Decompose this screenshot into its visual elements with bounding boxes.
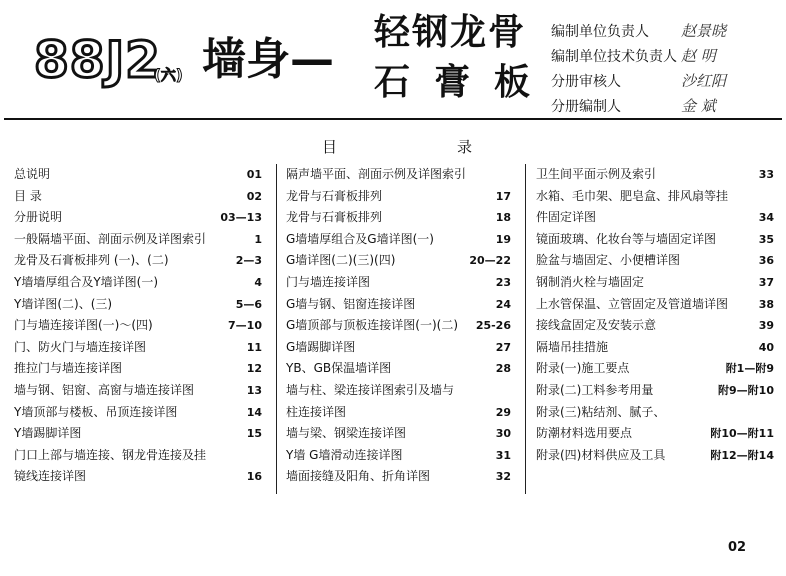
toc-entry-page: 17: [495, 189, 511, 203]
toc-entry[interactable]: [536, 272, 774, 294]
toc-entry-title: 推拉门与墙连接详图: [14, 361, 123, 376]
toc-entry-title: 龙骨与石膏板排列: [286, 210, 383, 225]
volume-subtitle-line2: 石膏板: [374, 62, 555, 103]
column-divider: [276, 164, 277, 494]
toc-entry[interactable]: [536, 380, 774, 402]
responsibility-label: 编制单位技术负责人: [551, 48, 677, 65]
toc-entry-page: 4: [254, 275, 262, 289]
toc-entry[interactable]: [286, 186, 511, 208]
toc-entry-title: Y墙 G墙滑动连接详图: [286, 447, 403, 462]
toc-entry-title: 隔声墙平面、剖面示例及详图索引: [286, 167, 467, 181]
toc-entry[interactable]: [536, 445, 774, 467]
toc-entry-page: 16: [246, 470, 262, 484]
toc-entry-page: 附1—附9: [725, 362, 774, 376]
toc-entry-title: 附录(四)材料供应及工具: [536, 447, 666, 462]
toc-entry-page: 19: [495, 232, 511, 246]
toc-entry-title: 总说明: [14, 167, 51, 181]
toc-entry[interactable]: [286, 380, 511, 402]
toc-entry-page: 附12—附14: [710, 448, 774, 462]
toc-entry-title: 卫生间平面示例及索引: [536, 167, 657, 181]
toc-entry[interactable]: [286, 445, 511, 467]
signature: 金 斌: [681, 97, 716, 115]
toc-entry-title: 接线盒固定及安装示意: [536, 318, 657, 333]
toc-entry[interactable]: [286, 207, 511, 229]
toc-entry[interactable]: [14, 445, 262, 467]
toc-entry-page: 33: [758, 168, 774, 181]
toc-entry-page: 24: [495, 297, 511, 311]
toc-entry-title: 龙骨与石膏板排列: [286, 188, 383, 203]
toc-heading-char: 录: [456, 138, 472, 156]
toc-entry-title: 墙与柱、梁连接详图索引及墙与: [286, 382, 455, 397]
toc-entry[interactable]: [14, 402, 262, 424]
toc-entry-page: 39: [758, 319, 774, 333]
page-number: 02: [728, 540, 747, 555]
column-divider: [525, 164, 526, 494]
toc-entry-title: 镜线连接详图: [14, 469, 87, 484]
toc-entry-title: 附录(二)工料参考用量: [536, 382, 654, 397]
toc-entry[interactable]: [286, 358, 511, 380]
toc-entry-title: 目 录: [14, 188, 42, 203]
toc-entry-title: 上水管保温、立管固定及管道墙详图: [536, 296, 729, 311]
toc-entry[interactable]: [14, 466, 262, 488]
toc-entry-title: 件固定详图: [536, 210, 597, 225]
header: [6, 6, 780, 116]
signature: 沙红阳: [681, 72, 727, 90]
toc-entry-title: 附录(三)粘结剂、腻子、: [536, 404, 666, 419]
toc-entry-title: Y墙详图(二)、(三): [14, 296, 113, 311]
toc-entry[interactable]: [536, 358, 774, 380]
toc-entry-page: 18: [495, 211, 511, 225]
toc-entry[interactable]: [14, 164, 262, 186]
toc-entry-title: G墙墙厚组合及G墙详图(一): [286, 231, 434, 246]
toc-entry[interactable]: [536, 186, 774, 208]
toc-entry-page: 37: [758, 275, 774, 289]
toc-entry-page: 27: [495, 340, 511, 354]
toc-entry[interactable]: [286, 229, 511, 251]
toc-entry[interactable]: [286, 315, 511, 337]
toc-entry-page: 23: [495, 275, 511, 289]
toc-entry[interactable]: [536, 423, 774, 445]
toc-entry-title: 脸盆与墙固定、小便槽详图: [536, 253, 681, 268]
responsibility-row: [551, 18, 781, 43]
toc-entry-title: G墙顶部与顶板连接详图(一)(二): [286, 318, 459, 333]
responsibility-label: 分册审核人: [551, 73, 621, 90]
toc-entry-page: 25-26: [475, 319, 511, 333]
toc-entry-title: 一般隔墙平面、剖面示例及详图索引: [14, 231, 207, 246]
toc-entry[interactable]: [536, 337, 774, 359]
toc-column-3: [536, 164, 774, 466]
toc-entry-title: 钢制消火栓与墙固定: [536, 274, 645, 289]
toc-entry-title: YB、GB保温墙详图: [286, 361, 392, 376]
responsibility-row: [551, 93, 781, 118]
toc-entry-page: 7—10: [228, 319, 262, 333]
series-code-suffix: (六): [154, 66, 183, 84]
toc-entry-page: 32: [495, 470, 511, 484]
toc-entry[interactable]: [286, 272, 511, 294]
toc-entry-title: 门口上部与墙连接、钢龙骨连接及挂: [14, 447, 207, 462]
toc-entry-page: 31: [495, 448, 511, 462]
toc-entry[interactable]: [14, 358, 262, 380]
toc-entry-title: 墙与梁、钢梁连接详图: [286, 426, 407, 441]
toc-entry[interactable]: [286, 164, 511, 186]
series-code: 88J2: [34, 31, 161, 89]
toc-entry-title: 柱连接详图: [286, 404, 347, 419]
toc-entry-page: 15: [246, 427, 262, 441]
toc-entry-page: 29: [495, 405, 511, 419]
responsibility-label: 编制单位负责人: [551, 23, 649, 40]
toc-entry-page: 2—3: [235, 254, 262, 268]
toc-entry-page: 35: [758, 232, 774, 246]
toc-entry[interactable]: [286, 466, 511, 488]
toc-entry-title: Y墙踢脚详图: [14, 426, 82, 441]
toc-entry-page: 1: [254, 232, 262, 246]
toc-entry-page: 01: [246, 168, 262, 181]
toc-entry[interactable]: [14, 207, 262, 229]
toc-entry-title: 水箱、毛巾架、肥皂盒、排风扇等挂: [536, 188, 729, 203]
toc-entry[interactable]: [536, 229, 774, 251]
toc-entry-title: 分册说明: [14, 210, 63, 225]
toc-entry[interactable]: [536, 250, 774, 272]
toc-entry[interactable]: [536, 315, 774, 337]
toc-entry-page: 附9—附10: [718, 383, 774, 397]
toc-entry-page: 12: [246, 362, 262, 376]
toc-heading: [322, 136, 472, 157]
toc-entry-page: 03—13: [220, 211, 262, 225]
toc-entry-title: 墙面接缝及阳角、折角详图: [286, 469, 431, 484]
toc-entry-title: 门、防火门与墙连接详图: [14, 339, 147, 354]
responsibility-label: 分册编制人: [551, 98, 621, 115]
toc-entry[interactable]: [536, 402, 774, 424]
signature: 赵景晓: [681, 22, 727, 40]
toc-entry-page: 附10—附11: [710, 427, 774, 441]
toc-column-1: [14, 164, 262, 488]
toc-entry-title: G墙详图(二)(三)(四): [286, 253, 396, 268]
toc-entry[interactable]: [14, 186, 262, 208]
toc-column-2: [286, 164, 511, 488]
header-divider: [4, 118, 782, 120]
toc-entry-page: 02: [246, 189, 262, 203]
toc-entry-title: 附录(一)施工要点: [536, 361, 630, 376]
toc-entry[interactable]: [14, 423, 262, 445]
toc-entry[interactable]: [14, 380, 262, 402]
toc-entry[interactable]: [536, 207, 774, 229]
responsibility-block: [551, 18, 781, 118]
toc-entry[interactable]: [286, 250, 511, 272]
toc-entry-page: 14: [246, 405, 262, 419]
toc-entry-page: 30: [495, 427, 511, 441]
toc-entry[interactable]: [14, 250, 262, 272]
toc-entry-page: 38: [758, 297, 774, 311]
volume-title: 墙身—: [202, 34, 334, 85]
toc-entry-title: 防潮材料选用要点: [536, 426, 633, 441]
toc-entry[interactable]: [286, 402, 511, 424]
toc-entry-page: 34: [758, 211, 774, 225]
toc-entry-title: G墙踢脚详图: [286, 339, 356, 354]
responsibility-row: [551, 43, 781, 68]
toc-entry-page: 13: [246, 383, 262, 397]
toc-entry-title: 隔墙吊挂措施: [536, 339, 609, 354]
toc-entry[interactable]: [14, 229, 262, 251]
toc-heading-char: 目: [322, 138, 338, 156]
toc-entry-title: 门与墙连接详图(一)～(四): [14, 318, 153, 333]
toc-entry-title: 镜面玻璃、化妆台等与墙固定详图: [536, 231, 717, 246]
toc-entry-page: 36: [758, 254, 774, 268]
toc-entry[interactable]: [14, 337, 262, 359]
toc-entry-title: 墙与钢、铝窗、高窗与墙连接详图: [14, 382, 195, 397]
toc-entry-title: Y墙墙厚组合及Y墙详图(一): [14, 274, 159, 289]
toc-entry-page: 20—22: [469, 254, 511, 268]
toc-entry-page: 5—6: [235, 297, 262, 311]
responsibility-row: [551, 68, 781, 93]
toc-entry[interactable]: [14, 272, 262, 294]
volume-subtitle-line1: 轻钢龙骨: [374, 12, 527, 53]
toc-entry-title: Y墙顶部与楼板、吊顶连接详图: [14, 404, 178, 419]
toc-entry[interactable]: [14, 315, 262, 337]
toc-entry-title: 龙骨及石膏板排列 (一)、(二): [14, 253, 169, 268]
toc-entry[interactable]: [536, 294, 774, 316]
toc-entry-page: 28: [495, 362, 511, 376]
toc-entry[interactable]: [286, 423, 511, 445]
toc-entry-page: 40: [758, 340, 774, 354]
toc-entry[interactable]: [536, 164, 774, 186]
toc-entry[interactable]: [14, 294, 262, 316]
signature: 赵 明: [681, 47, 716, 65]
toc-entry[interactable]: [286, 337, 511, 359]
toc-entry[interactable]: [286, 294, 511, 316]
toc-entry-title: 门与墙连接详图: [286, 274, 371, 289]
toc-entry-title: G墙与钢、铝窗连接详图: [286, 296, 416, 311]
toc-entry-page: 11: [246, 340, 262, 354]
